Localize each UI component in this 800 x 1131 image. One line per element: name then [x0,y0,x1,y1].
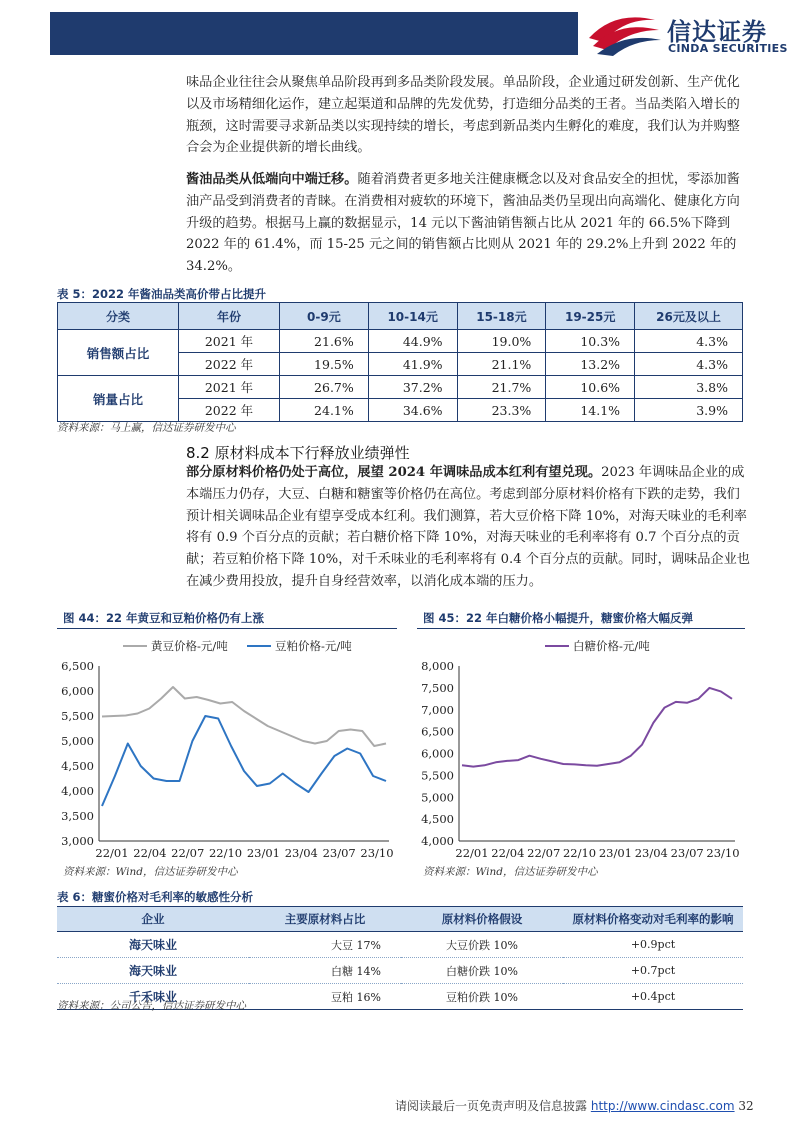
x-tick-label: 23/01 [246,846,281,860]
table6-source: 资料来源：公司公告，信达证券研发中心 [57,1000,246,1012]
y-tick-label: 3,500 [61,809,94,823]
paragraph-soy-sauce-lead: 酱油品类从低端向中端迁移。 [186,172,358,187]
value-cell: 21.1% [457,353,546,376]
paragraph-intro: 味品企业往往会从聚焦单品阶段再到多品类阶段发展。单品阶段，企业通过研发创新、生产优化以及市场精细化运作，建立起渠道和品牌的先发优势，打造细分品类的王者。当品类陷入增长的瓶颈，这时需要寻求新品类以实现持续的增长，考虑到新品类内生孵化的难度，我们认为并购整合会为企业提供新的增长曲线。 [186,75,740,156]
x-tick-label: 22/01 [95,846,129,860]
table-row [58,330,743,353]
y-tick-label: 6,500 [61,659,94,673]
x-tick-label: 22/10 [208,846,243,860]
company-cell: 千禾味业 [57,984,249,1010]
paragraph-raw-materials-body: 2023 年调味品企业的成本端压力仍存，大豆、白糖和糖蜜等价格仍在高位。考虑到部分原材料价格有下跌的走势，我们预计相关调味品企业有望享受成本红利。我们测算，若大豆价格下降 10%，对海天味业的毛利率将有 0.9 个百分点的贡献；若白糖价格下降 10%，对海天味业的毛利率将有 0.7 个百分点的贡献；若豆粕价格下降 10%，对千禾味业的毛利率将有 0.4 个百分点的贡献。同时，调味品企业也在减少费用投放，提升自身经营效率，以消化成本端的压力。 [186,465,750,589]
series-line [102,687,386,746]
footer-link[interactable]: http://www.cindasc.com [590,1099,735,1113]
x-tick-label: 22/01 [455,846,489,860]
fig44-rule [57,628,397,629]
impact-cell: +0.7pct [563,958,743,984]
table5-header: 19-25元 [546,303,635,330]
year-cell: 2021 年 [179,376,280,399]
table5 [57,302,743,422]
x-tick-label: 22/04 [133,846,167,860]
value-cell: 3.8% [635,376,743,399]
x-tick-label: 22/10 [562,846,597,860]
group-label: 销量占比 [58,376,179,422]
y-tick-label: 8,000 [421,659,454,673]
series-line [462,688,732,767]
table-row [57,932,743,958]
assumption-cell: 大豆价跌 10% [401,932,563,958]
table-row [57,958,743,984]
table6-caption: 表 6：糖蜜价格对毛利率的敏感性分析 [57,890,254,904]
table6-header: 原材料价格变动对毛利率的影响 [563,907,743,932]
soybean-price-chart [57,632,397,862]
table5-caption: 表 5：2022 年酱油品类高价带占比提升 [57,287,267,301]
value-cell: 4.3% [635,330,743,353]
table6-header: 原材料价格假设 [401,907,563,932]
value-cell: 14.1% [546,399,635,422]
legend-label: 白糖价格-元/吨 [573,639,650,653]
share-cell: 豆粕 16% [249,984,401,1010]
value-cell: 21.6% [280,330,369,353]
impact-cell: +0.9pct [563,932,743,958]
x-tick-label: 22/07 [527,846,561,860]
value-cell: 37.2% [368,376,457,399]
sugar-price-chart [417,632,745,862]
paragraph-soy-sauce-body: 随着消费者更多地关注健康概念以及对食品安全的担忧，零添加酱油产品受到消费者的青睐。在消费相对疲软的环境下，酱油品类仍呈现出向高端化、健康化方向升级的趋势。根据马上赢的数据显示，14 元以下酱油销售额占比从 2021 年的 66.5%下降到 2022 年的 61.4%，而 15-25 元之间的销售额占比则从 2021 年的 29.2%上升到 2022 年的 34.2%。 [186,172,740,275]
y-tick-label: 5,000 [421,790,454,805]
legend-label: 豆粕价格-元/吨 [275,639,352,653]
year-cell: 2021 年 [179,330,280,353]
group-label: 销售额占比 [58,330,179,376]
brand-name-cn: 信达证券 [667,18,767,46]
y-tick-label: 5,500 [61,709,94,723]
year-cell: 2022 年 [179,353,280,376]
table5-header: 26元及以上 [635,303,743,330]
legend-label: 黄豆价格-元/吨 [151,639,228,653]
value-cell: 23.3% [457,399,546,422]
y-tick-label: 5,000 [61,734,94,748]
share-cell: 白糖 14% [249,958,401,984]
value-cell: 34.6% [368,399,457,422]
value-cell: 44.9% [368,330,457,353]
fig45-source: 资料来源：Wind，信达证券研发中心 [423,866,598,878]
value-cell: 3.9% [635,399,743,422]
x-tick-label: 23/04 [634,846,668,860]
table5-header: 15-18元 [457,303,546,330]
table-row [58,376,743,399]
x-tick-label: 23/04 [284,846,318,860]
x-tick-label: 23/01 [598,846,633,860]
footer [395,1097,754,1114]
value-cell: 24.1% [280,399,369,422]
y-tick-label: 4,000 [421,834,454,848]
y-tick-label: 6,000 [61,684,94,698]
table5-header: 分类 [58,303,179,330]
x-tick-label: 23/07 [322,846,356,860]
year-cell: 2022 年 [179,399,280,422]
table5-header: 0-9元 [280,303,369,330]
table5-header: 年份 [179,303,280,330]
page-number: 32 [738,1099,754,1113]
table5-source: 资料来源：马上赢，信达证券研发中心 [57,422,236,434]
paragraph-raw-materials [186,462,752,593]
footer-disclaimer: 请阅读最后一页免责声明及信息披露 [395,1099,588,1113]
x-tick-label: 23/07 [670,846,704,860]
table5-header: 10-14元 [368,303,457,330]
y-tick-label: 4,500 [421,812,454,827]
share-cell: 大豆 17% [249,932,401,958]
company-cell: 海天味业 [57,958,249,984]
fig44-source: 资料来源：Wind，信达证券研发中心 [63,866,238,878]
table6-header: 主要原材料占比 [249,907,401,932]
header-bar [50,12,578,55]
y-tick-label: 5,500 [421,768,454,783]
table6 [57,906,743,1010]
paragraph-soy-sauce [186,169,752,278]
company-cell: 海天味业 [57,932,249,958]
x-tick-label: 22/07 [171,846,205,860]
paragraph-raw-materials-lead: 部分原材料价格仍处于高位，展望 2024 年调味品成本红利有望兑现。 [186,465,602,480]
value-cell: 41.9% [368,353,457,376]
y-tick-label: 7,000 [421,702,454,717]
assumption-cell: 豆粕价跌 10% [401,984,563,1010]
value-cell: 10.6% [546,376,635,399]
impact-cell: +0.4pct [563,984,743,1010]
table6-header: 企业 [57,907,249,932]
x-tick-label: 22/04 [491,846,525,860]
value-cell: 19.0% [457,330,546,353]
y-tick-label: 4,000 [61,784,94,798]
value-cell: 10.3% [546,330,635,353]
fig45-rule [417,628,745,629]
y-tick-label: 3,000 [61,834,94,848]
y-tick-label: 6,500 [421,724,454,739]
y-tick-label: 6,000 [421,746,454,761]
x-tick-label: 23/10 [360,846,394,860]
y-tick-label: 4,500 [61,759,94,773]
assumption-cell: 白糖价跌 10% [401,958,563,984]
brand-name-en: CINDA SECURITIES [668,42,788,55]
value-cell: 19.5% [280,353,369,376]
value-cell: 4.3% [635,353,743,376]
value-cell: 13.2% [546,353,635,376]
y-tick-label: 7,500 [421,680,454,695]
fig45-caption: 图 45：22 年白糖价格小幅提升，糖蜜价格大幅反弹 [423,611,694,625]
section-heading: 8.2 原材料成本下行释放业绩弹性 [186,444,410,462]
fig44-caption: 图 44：22 年黄豆和豆粕价格仍有上涨 [63,611,265,625]
value-cell: 21.7% [457,376,546,399]
value-cell: 26.7% [280,376,369,399]
x-tick-label: 23/10 [706,846,740,860]
